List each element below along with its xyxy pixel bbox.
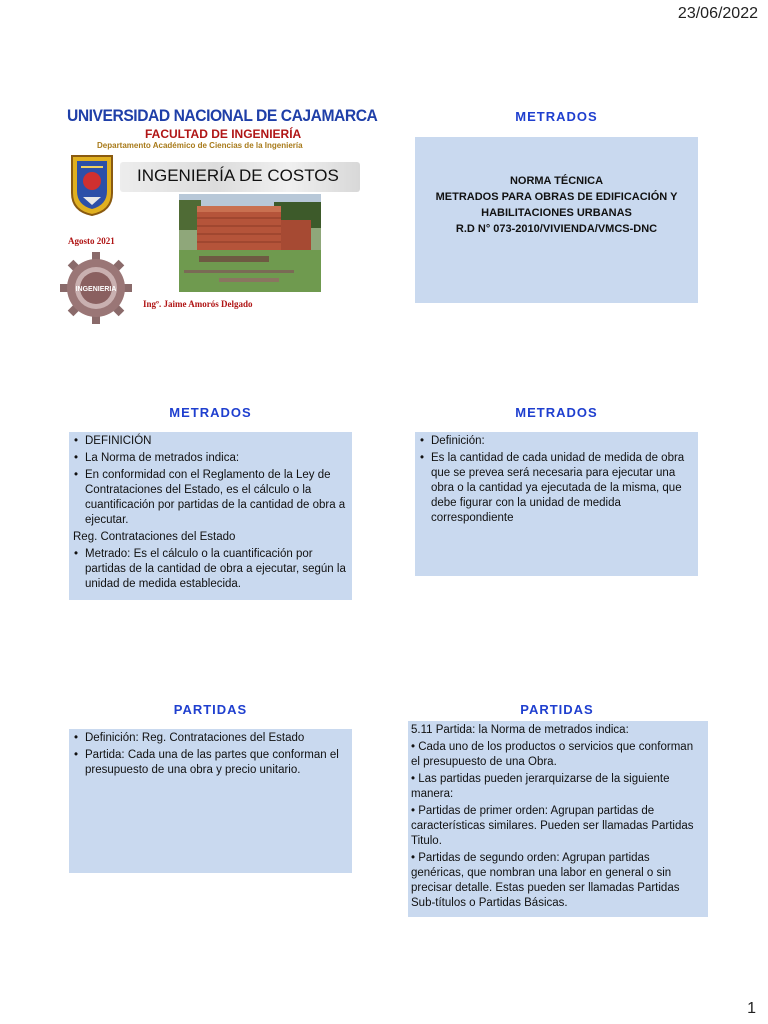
- slide-5-title: PARTIDAS: [173, 702, 248, 717]
- construction-photo: [179, 194, 321, 292]
- university-crest-icon: [69, 153, 115, 217]
- subheading: Reg. Contrataciones del Estado: [73, 531, 236, 543]
- author-name: Ingº. Jaime Amorós Delgado: [143, 299, 253, 309]
- list-item: • DEFINICIÓN: [71, 434, 346, 449]
- paragraph: • Las partidas pueden jerarquizarse de la siguiente manera:: [411, 773, 670, 800]
- slide-2-box: [415, 137, 698, 303]
- slide-5-box: [69, 729, 352, 873]
- list-item: • Definición: Reg. Contrataciones del Estado: [71, 731, 346, 746]
- university-name: UNIVERSIDAD NACIONAL DE CAJAMARCA: [67, 106, 378, 125]
- norma-line: HABILITACIONES URBANAS: [481, 207, 632, 219]
- faculty-name: FACULTAD DE INGENIERÍA: [145, 127, 302, 141]
- paragraph: • Cada uno de los productos o servicios que conforman el presupuesto de una Obra.: [411, 741, 694, 768]
- slide-4-box: [415, 432, 698, 576]
- slide-6-box: [408, 721, 708, 917]
- norma-line: NORMA TÉCNICA: [509, 175, 604, 187]
- paragraph: 5.11 Partida: la Norma de metrados indica:: [411, 724, 629, 736]
- slide-3-box: [69, 432, 352, 600]
- engineering-gear-logo-icon: [60, 252, 132, 324]
- print-date: 23/06/2022: [677, 5, 758, 22]
- list-item: • Definición:: [417, 434, 692, 449]
- slide-2-title: METRADOS: [515, 109, 598, 124]
- paragraph: • Partidas de segundo orden: Agrupan partidas genéricas, que nombran una labor en general o sin precisar detalle. Estas pueden ser llamadas Partidas Sub-títulos o Partidas Básicas.: [411, 852, 680, 909]
- department-name: Departamento Académico de Ciencias de la Ingeniería: [97, 141, 303, 150]
- list-item: • En conformidad con el Reglamento de la Ley de Contrataciones del Estado, es el cálculo o la cuantificación por partidas de la cantidad de obra a ejecutar.: [71, 468, 346, 528]
- list-item: • La Norma de metrados indica:: [71, 451, 346, 466]
- slide-6-title: PARTIDAS: [520, 702, 594, 717]
- norma-line: R.D N° 073-2010/VIVIENDA/VMCS-DNC: [455, 223, 658, 235]
- list-item: • Es la cantidad de cada unidad de medida de obra que se prevea será necesaria para ejecutar una obra o la cantidad ya ejecutada de la misma, que debe figurar con la unidad de medida correspondiente: [417, 451, 692, 526]
- svg-text:INGENIERIA: INGENIERIA: [75, 286, 117, 293]
- course-title: INGENIERÍA DE COSTOS: [137, 166, 339, 185]
- date-label: Agosto 2021: [68, 236, 115, 246]
- slide-4-title: METRADOS: [515, 405, 598, 420]
- list-item: • Partida: Cada una de las partes que conforman el presupuesto de una obra y precio unitario.: [71, 748, 346, 778]
- slide-3-title: METRADOS: [169, 405, 252, 420]
- page-number: 1: [747, 1000, 756, 1017]
- list-item: • Metrado: Es el cálculo o la cuantificación por partidas de la cantidad de obra a ejecutar, según la unidad de medida establecida.: [71, 547, 346, 592]
- paragraph: • Partidas de primer orden: Agrupan partidas de características similares. Pueden ser llamadas Partidas Titulo.: [411, 805, 694, 847]
- norma-line: METRADOS PARA OBRAS DE EDIFICACIÓN Y: [435, 191, 678, 203]
